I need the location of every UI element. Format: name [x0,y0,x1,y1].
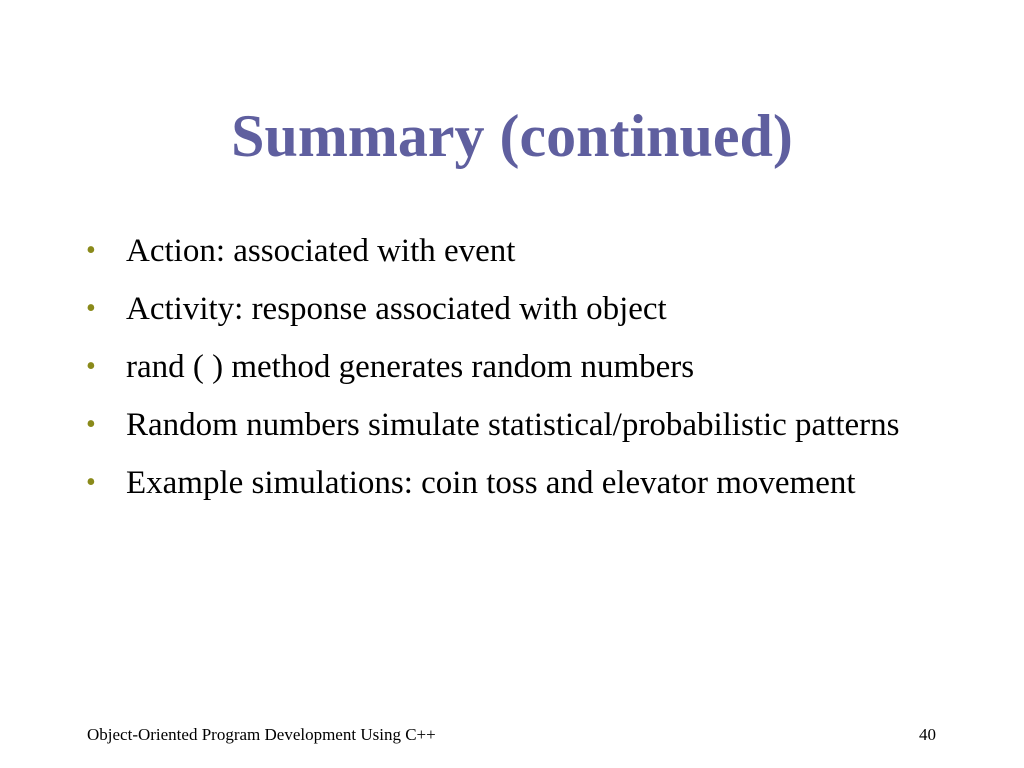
bullet-dot-icon: • [86,293,96,324]
bullet-item [86,344,986,390]
bullet-item [86,402,986,448]
bullet-text: Activity: response associated with object [126,291,667,327]
bullet-text: Action: associated with event [126,233,516,269]
bullet-item [86,228,986,274]
bullet-item [86,460,986,506]
bullet-text: Example simulations: coin toss and elevator movement [126,465,856,501]
bullet-list [86,228,986,518]
bullet-text: rand ( ) method generates random numbers [126,349,695,385]
bullet-dot-icon: • [86,235,96,266]
bullet-dot-icon: • [86,467,96,498]
bullet-dot-icon: • [86,409,96,440]
bullet-item [86,286,986,332]
bullet-text: Random numbers simulate statistical/probabilistic patterns [126,407,900,443]
slide-title: Summary (continued) [231,103,793,169]
footer-course-title: Object-Oriented Program Development Using C++ [87,725,436,744]
bullet-dot-icon: • [86,351,96,382]
footer-page-number: 40 [919,725,936,744]
